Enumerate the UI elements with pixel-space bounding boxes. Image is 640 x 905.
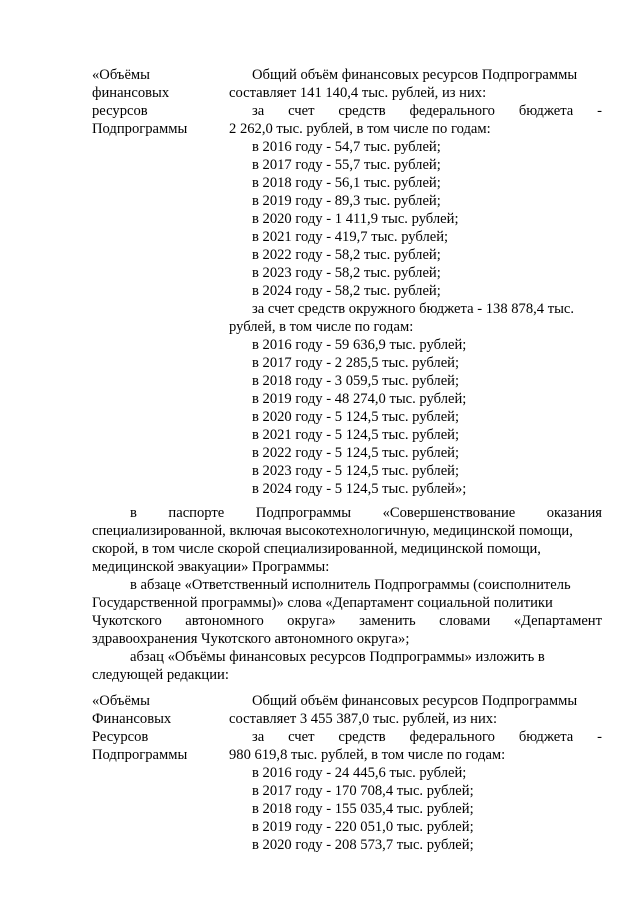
table1-federal-year: в 2016 году - 54,7 тыс. рублей;: [252, 139, 441, 155]
table2-federal-line: [252, 728, 602, 746]
paragraph-line: медицинской эвакуации» Программы:: [92, 559, 330, 575]
table2-federal-year: в 2019 году - 220 051,0 тыс. рублей;: [252, 819, 474, 835]
paragraph-line: в абзаце «Ответственный исполнитель Подпрограммы (соисполнитель: [130, 577, 571, 593]
word: округа»: [287, 613, 336, 629]
table2-label-line: Подпрограммы: [92, 747, 188, 763]
table1-federal-year: в 2018 году - 56,1 тыс. рублей;: [252, 175, 441, 191]
word: заменить: [359, 613, 416, 629]
word: средств: [338, 103, 386, 119]
word: оказания: [546, 505, 602, 521]
word: автономного: [185, 613, 264, 629]
paragraph-line: здравоохранения Чукотского автономного округа»;: [92, 631, 410, 647]
paragraph-line: специализированной, включая высокотехнологичную, медицинской помощи,: [92, 523, 573, 539]
table2-total-line: Общий объём финансовых ресурсов Подпрограммы: [252, 693, 578, 709]
word: Подпрограммы: [255, 505, 352, 521]
table1-district-year: в 2022 году - 5 124,5 тыс. рублей;: [252, 445, 460, 461]
paragraph-line: Государственной программы)» слова «Департамент социальной политики: [92, 595, 553, 611]
table1-district-year: в 2024 году - 5 124,5 тыс. рублей»;: [252, 481, 467, 497]
table1-district-year: в 2020 году - 5 124,5 тыс. рублей;: [252, 409, 460, 425]
table2-federal-year: в 2016 году - 24 445,6 тыс. рублей;: [252, 765, 467, 781]
table1-district-year: в 2019 году - 48 274,0 тыс. рублей;: [252, 391, 467, 407]
word: словами: [439, 613, 491, 629]
table1-federal-year: в 2022 году - 58,2 тыс. рублей;: [252, 247, 441, 263]
table2-label-line: «Объёмы: [92, 693, 150, 709]
table1-label-line: ресурсов: [92, 103, 148, 119]
word: «Департамент: [513, 613, 602, 629]
table1-label-line: Подпрограммы: [92, 121, 188, 137]
word: паспорте: [168, 505, 225, 521]
word: счет: [288, 103, 315, 119]
table2-total-line: составляет 3 455 387,0 тыс. рублей, из них:: [229, 711, 498, 727]
table1-district-year: в 2016 году - 59 636,9 тыс. рублей;: [252, 337, 467, 353]
table2-federal-year: в 2017 году - 170 708,4 тыс. рублей;: [252, 783, 474, 799]
word: -: [597, 729, 602, 745]
table2-federal-year: в 2020 году - 208 573,7 тыс. рублей;: [252, 837, 474, 853]
table1-district-line: за счет средств окружного бюджета - 138 878,4 тыс.: [252, 301, 575, 317]
paragraph-line: следующей редакции:: [92, 667, 229, 683]
table2-label-line: Ресурсов: [92, 729, 149, 745]
table1-label-line: финансовых: [92, 85, 170, 101]
paragraph-line: [92, 612, 602, 630]
paragraph-line: [130, 504, 602, 522]
word: Чукотского: [92, 613, 162, 629]
word: «Совершенствование: [382, 505, 516, 521]
table1-federal-line: 2 262,0 тыс. рублей, в том числе по годам:: [229, 121, 491, 137]
word: средств: [338, 729, 386, 745]
word: в: [130, 505, 137, 521]
word: бюджета: [518, 729, 574, 745]
table2-federal-line: 980 619,8 тыс. рублей, в том числе по годам:: [229, 747, 506, 763]
word: счет: [288, 729, 315, 745]
table1-federal-year: в 2019 году - 89,3 тыс. рублей;: [252, 193, 441, 209]
word: бюджета: [518, 103, 574, 119]
table1-federal-year: в 2021 году - 419,7 тыс. рублей;: [252, 229, 449, 245]
table2-federal-year: в 2018 году - 155 035,4 тыс. рублей;: [252, 801, 474, 817]
table1-federal-line: [252, 102, 602, 120]
table1-total-line: составляет 141 140,4 тыс. рублей, из них:: [229, 85, 487, 101]
table1-federal-year: в 2020 году - 1 411,9 тыс. рублей;: [252, 211, 459, 227]
paragraph-line: абзац «Объёмы финансовых ресурсов Подпрограммы» изложить в: [130, 649, 545, 665]
table1-label-line: «Объёмы: [92, 67, 150, 83]
table2-label-line: Финансовых: [92, 711, 172, 727]
table1-district-line: рублей, в том числе по годам:: [229, 319, 414, 335]
table1-federal-year: в 2023 году - 58,2 тыс. рублей;: [252, 265, 441, 281]
table1-federal-year: в 2024 году - 58,2 тыс. рублей;: [252, 283, 441, 299]
table1-district-year: в 2023 году - 5 124,5 тыс. рублей;: [252, 463, 460, 479]
table1-district-year: в 2021 году - 5 124,5 тыс. рублей;: [252, 427, 460, 443]
table1-federal-year: в 2017 году - 55,7 тыс. рублей;: [252, 157, 441, 173]
word: федерального: [409, 729, 495, 745]
paragraph-line: скорой, в том числе скорой специализированной, медицинской помощи,: [92, 541, 541, 557]
table1-district-year: в 2017 году - 2 285,5 тыс. рублей;: [252, 355, 460, 371]
word: -: [597, 103, 602, 119]
word: за: [252, 103, 265, 119]
table1-district-year: в 2018 году - 3 059,5 тыс. рублей;: [252, 373, 460, 389]
table1-total-line: Общий объём финансовых ресурсов Подпрограммы: [252, 67, 578, 83]
word: федерального: [409, 103, 495, 119]
word: за: [252, 729, 265, 745]
